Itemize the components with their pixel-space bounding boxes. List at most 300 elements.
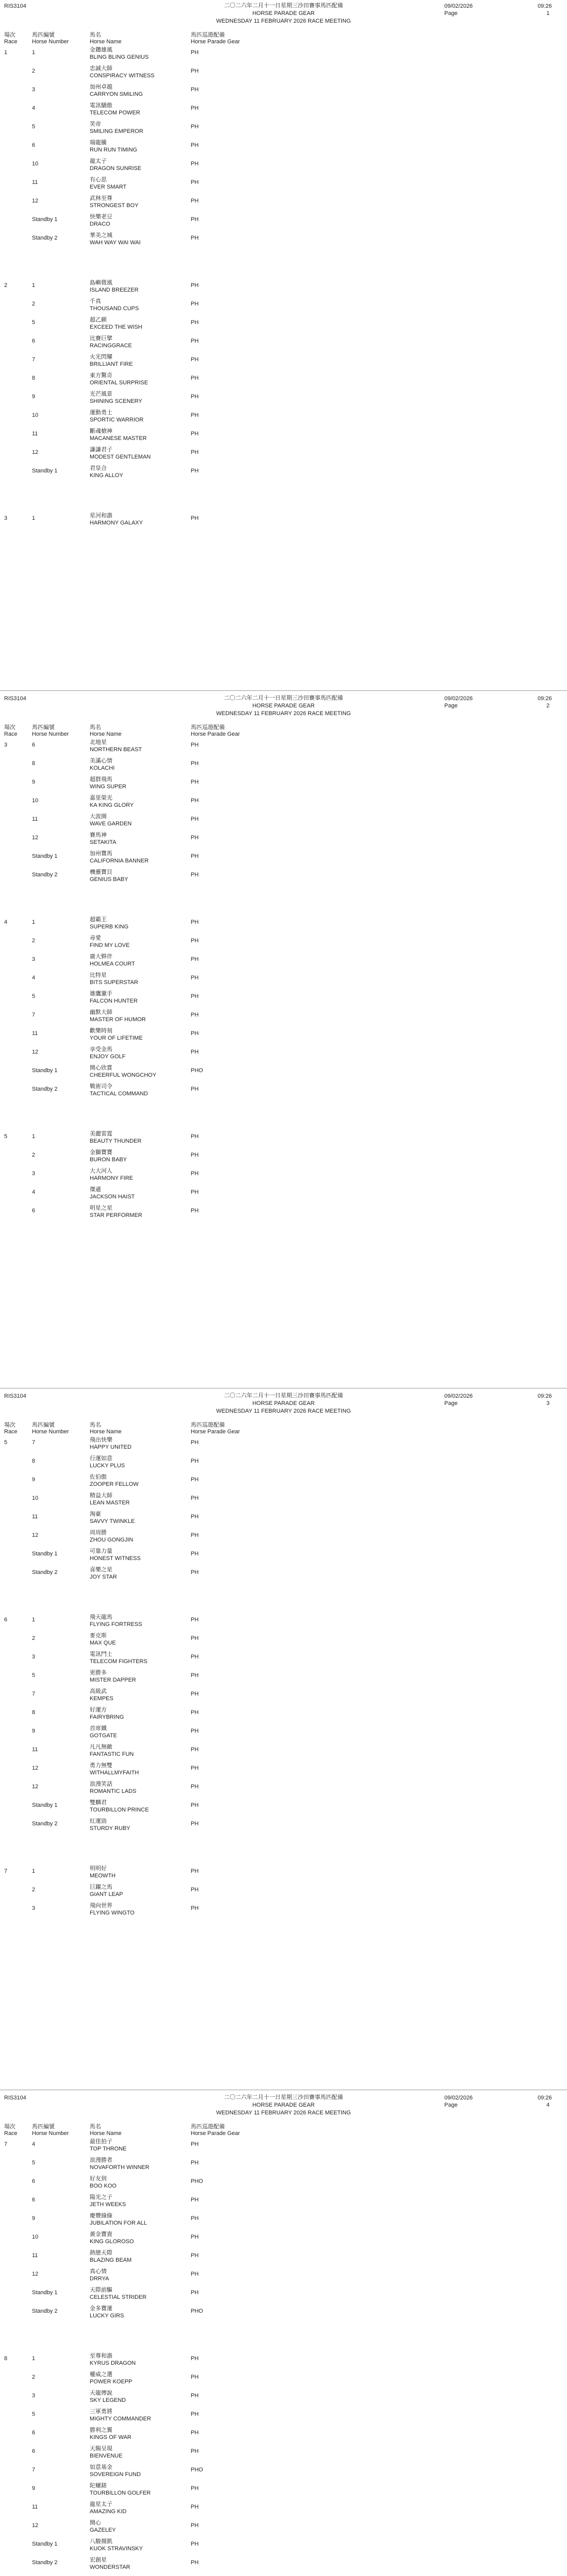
- horse-name-cn: 賽馬神: [90, 832, 107, 838]
- horse-name: [90, 1781, 136, 1795]
- horse-name-en: HAPPY UNITED: [90, 1444, 132, 1450]
- horse-name-cn: 黃金寶貴: [90, 2231, 112, 2238]
- table-row: [0, 2231, 567, 2249]
- horse-name-cn: 金多寶運: [90, 2306, 112, 2312]
- horse-name-cn: 龍太子: [90, 158, 107, 164]
- table-row: [0, 2268, 567, 2286]
- table-row: [0, 1492, 567, 1511]
- horse-name: [90, 1083, 148, 1097]
- horse-number: 12: [32, 2271, 39, 2277]
- horse-number: 3: [32, 1654, 36, 1660]
- horse-name-en: SMILING EMPEROR: [90, 128, 143, 134]
- horse-name-en: GOTGATE: [90, 1733, 117, 1739]
- horse-name-en: CELESTIAL STRIDER: [90, 2294, 147, 2300]
- horse-name-cn: 大大河人: [90, 1168, 112, 1174]
- parade-gear: PH: [191, 1458, 199, 1464]
- horse-name-en: ORIENTAL SURPRISE: [90, 380, 148, 386]
- horse-number: 9: [32, 1477, 36, 1483]
- meeting-date: WEDNESDAY 11 FEBRUARY 2026 RACE MEETING: [216, 710, 351, 717]
- page-number: 1: [546, 10, 550, 16]
- table-row: [0, 1743, 567, 1762]
- horse-name-cn: 享受金馬: [90, 1046, 112, 1053]
- horse-name: [90, 1884, 123, 1898]
- parade-gear: PH: [191, 2160, 199, 2166]
- table-row: [0, 1566, 567, 1585]
- horse-number: 1: [32, 49, 36, 56]
- parade-gear: PH: [191, 1012, 199, 1018]
- horse-name-en: JETH WEEKS: [90, 2201, 126, 2208]
- horse-name: [90, 1473, 139, 1488]
- horse-number: 8: [32, 1458, 36, 1464]
- horse-name-cn: 紅運勁: [90, 1818, 107, 1824]
- horse-name-en: TACTICAL COMMAND: [90, 1091, 148, 1097]
- report-page: [0, 2092, 567, 2576]
- horse-name-en: CHEERFUL WONGCHOY: [90, 1072, 157, 1078]
- horse-name-cn: 天龍傳說: [90, 2390, 112, 2396]
- table-row: [0, 1669, 567, 1688]
- horse-name-en: KING GLOROSO: [90, 2239, 134, 2245]
- horse-name-cn: 傑遜: [90, 1187, 101, 1193]
- parade-gear: PH: [191, 798, 199, 804]
- table-row: [0, 2538, 567, 2556]
- column-header-name-cn: 馬名: [90, 1422, 101, 1428]
- horse-number: 11: [32, 431, 38, 437]
- parade-gear: PH: [191, 216, 199, 223]
- horse-name-en: GAZELEY: [90, 2527, 116, 2533]
- horse-number: 6: [32, 1208, 36, 1214]
- horse-name-cn: 雄鷹獵手: [90, 991, 112, 997]
- horse-name: [90, 176, 126, 191]
- horse-name-en: YOUR OF LIFETIME: [90, 1035, 143, 1041]
- parade-gear: PH: [191, 2430, 199, 2436]
- horse-name-en: SUPERB KING: [90, 924, 129, 930]
- parade-gear: PH: [191, 412, 199, 418]
- horse-name-en: AMAZING KID: [90, 2509, 127, 2515]
- horse-name-en: SAVVY TWINKLE: [90, 1518, 135, 1524]
- horse-name-en: DRACO: [90, 221, 110, 227]
- title-english: HORSE PARADE GEAR: [252, 1400, 315, 1406]
- horse-name: [90, 512, 143, 527]
- horse-name-en: MAX QUE: [90, 1640, 116, 1646]
- horse-name-cn: 加州卓越: [90, 84, 112, 90]
- horse-number: 3: [32, 1905, 36, 1911]
- horse-number: Standby 1: [32, 468, 58, 474]
- horse-name: [90, 1027, 143, 1042]
- horse-name-en: KINGS OF WAR: [90, 2434, 131, 2441]
- horse-name: [90, 972, 138, 986]
- horse-name-en: KEMPES: [90, 1696, 113, 1702]
- horse-number: Standby 1: [32, 2541, 58, 2547]
- horse-name-en: BLING BLING GENIUS: [90, 54, 149, 60]
- column-header-num-cn: 馬匹編號: [32, 1422, 55, 1428]
- print-date: 09/02/2026: [444, 2095, 473, 2101]
- horse-name: [90, 1706, 124, 1721]
- horse-name: [90, 869, 128, 883]
- table-row: [0, 1009, 567, 1027]
- table-row: [0, 850, 567, 869]
- horse-name: [90, 335, 132, 349]
- table-row: [0, 1455, 567, 1473]
- horse-name: [90, 465, 123, 479]
- parade-gear: PH: [191, 956, 199, 962]
- horse-name: [90, 1725, 117, 1739]
- horse-name: [90, 2157, 149, 2171]
- horse-number: 6: [32, 2197, 36, 2203]
- parade-gear: PH: [191, 431, 199, 437]
- horse-name-en: BEAUTY THUNDER: [90, 1138, 142, 1144]
- horse-name: [90, 739, 142, 753]
- horse-name: [90, 2464, 141, 2478]
- race-number: 8: [4, 2355, 8, 2362]
- parade-gear: PH: [191, 179, 199, 185]
- page-label: Page: [444, 703, 458, 709]
- horse-name: [90, 757, 114, 772]
- race-number: 7: [4, 1868, 8, 1874]
- parade-gear: PH: [191, 161, 199, 167]
- parade-gear: PH: [191, 1551, 199, 1557]
- column-header-race-en: Race: [4, 1429, 18, 1435]
- horse-number: 12: [32, 1765, 39, 1771]
- parade-gear: PH: [191, 2234, 199, 2240]
- title-chinese: 二〇二六年二月十一日星期三沙田賽事馬匹配備: [224, 695, 343, 701]
- horse-name: [90, 935, 129, 949]
- table-row: [0, 990, 567, 1009]
- horse-name-en: JACKSON HAIST: [90, 1194, 135, 1200]
- horse-name: [90, 2408, 151, 2422]
- horse-name: [90, 1064, 156, 1079]
- horse-number: 9: [32, 1728, 36, 1734]
- horse-name-cn: 明明好: [90, 1866, 107, 1872]
- column-header-race-en: Race: [4, 39, 18, 45]
- parade-gear: PH: [191, 1477, 199, 1483]
- horse-name-en: STRONGEST BOY: [90, 202, 139, 209]
- horse-name-cn: 快樂老豆: [90, 214, 112, 220]
- horse-name: [90, 1614, 142, 1628]
- horse-number: 2: [32, 1152, 36, 1158]
- column-header-num: [32, 724, 69, 738]
- horse-name-en: KING ALLOY: [90, 472, 123, 479]
- table-row: [0, 83, 567, 102]
- horse-name-cn: 華美之城: [90, 232, 112, 239]
- table-row: [0, 232, 567, 250]
- horse-name: [90, 813, 131, 827]
- horse-name: [90, 1149, 127, 1163]
- horse-number: 4: [32, 2141, 36, 2147]
- horse-name-en: ZHOU GONGJIN: [90, 1537, 134, 1543]
- table-row: [0, 1781, 567, 1799]
- parade-gear: PH: [191, 142, 199, 148]
- table-row: [0, 213, 567, 232]
- column-header-name: [90, 32, 122, 45]
- column-header-gear-cn: 馬匹巡遊配備: [191, 2124, 225, 2130]
- table-row: [0, 2175, 567, 2194]
- horse-name-cn: 廣大夥伴: [90, 954, 112, 960]
- horse-number: 5: [32, 319, 36, 326]
- column-header-gear: [191, 2124, 240, 2137]
- parade-gear: PH: [191, 1030, 199, 1037]
- horse-name: [90, 2138, 127, 2153]
- parade-gear: PH: [191, 1152, 199, 1158]
- horse-name: [90, 1651, 147, 1665]
- horse-name: [90, 832, 116, 846]
- horse-name-cn: 東方驚奇: [90, 372, 112, 379]
- horse-name-cn: 八駿揚凱: [90, 2538, 112, 2545]
- column-header-race: [4, 2124, 18, 2137]
- horse-name: [90, 850, 148, 865]
- horse-number: 7: [32, 1012, 36, 1018]
- horse-name-en: BITS SUPERSTAR: [90, 979, 138, 986]
- horse-name-en: ZOOPER FELLOW: [90, 1481, 139, 1487]
- horse-number: Standby 1: [32, 1802, 58, 1808]
- horse-name: [90, 1186, 135, 1200]
- horse-number: 1: [32, 919, 36, 925]
- horse-number: 7: [32, 1691, 36, 1697]
- horse-name-cn: 天賜呈現: [90, 2446, 112, 2452]
- parade-gear: PH: [191, 1654, 199, 1660]
- horse-name-en: TOURBILLON PRINCE: [90, 1807, 149, 1813]
- horse-number: 7: [32, 1439, 36, 1446]
- horse-number: 12: [32, 1049, 39, 1055]
- table-row: [0, 2389, 567, 2408]
- parade-gear: PH: [191, 2271, 199, 2277]
- horse-name-en: THOUSAND CUPS: [90, 306, 139, 312]
- horse-name-en: ISLAND BREEZER: [90, 287, 139, 293]
- horse-name: [90, 1511, 135, 1525]
- horse-name-cn: 嘉里榮光: [90, 795, 112, 801]
- parade-gear: PH: [191, 1691, 199, 1697]
- horse-name: [90, 446, 151, 461]
- horse-name-en: ENJOY GOLF: [90, 1054, 126, 1060]
- horse-name-en: NOVAFORTH WINNER: [90, 2164, 149, 2171]
- horse-name-cn: 大波園: [90, 814, 107, 820]
- table-row: [0, 869, 567, 887]
- horse-name-en: MISTER DAPPER: [90, 1677, 136, 1683]
- table-row: [0, 446, 567, 465]
- horse-number: 8: [32, 375, 36, 381]
- horse-name-cn: 真心情: [90, 2268, 107, 2275]
- table-row: [0, 1725, 567, 1743]
- horse-name: [90, 2445, 123, 2460]
- parade-gear: PH: [191, 938, 199, 944]
- column-header-race: [4, 1422, 18, 1435]
- horse-name: [90, 1632, 116, 1647]
- parade-gear: PH: [191, 853, 199, 859]
- horse-name-en: WAH WAY WAI WAI: [90, 240, 141, 246]
- parade-gear: PH: [191, 1821, 199, 1827]
- horse-name-cn: 明星之星: [90, 1205, 112, 1211]
- column-header-race-cn: 場次: [4, 724, 15, 731]
- horse-name-cn: 如意基金: [90, 2464, 112, 2470]
- table-row: [0, 972, 567, 990]
- horse-name-en: TOURBILLON GOLFER: [90, 2490, 151, 2496]
- page-header: [0, 0, 567, 44]
- horse-name-cn: 至尊和諧: [90, 2353, 112, 2359]
- horse-name: [90, 1455, 125, 1469]
- parade-gear: PH: [191, 515, 199, 521]
- horse-name-cn: 可靠力量: [90, 1548, 112, 1554]
- print-time: 09:26: [538, 1393, 552, 1399]
- horse-number: 1: [32, 1617, 36, 1623]
- horse-name-en: FALCON HUNTER: [90, 998, 138, 1004]
- horse-name-cn: 飛出快樂: [90, 1437, 112, 1443]
- title-english: HORSE PARADE GEAR: [252, 703, 315, 709]
- parade-gear: PH: [191, 2393, 199, 2399]
- report-title: [0, 1392, 567, 1415]
- parade-gear: PH: [191, 760, 199, 767]
- horse-name-cn: 美麗雷霆: [90, 1131, 112, 1137]
- parade-gear: PHO: [191, 2178, 203, 2184]
- race-number: 3: [4, 515, 8, 521]
- parade-gear: PH: [191, 68, 199, 74]
- horse-name-en: EVER SMART: [90, 184, 127, 190]
- table-row: [0, 353, 567, 372]
- horse-number: 6: [32, 742, 36, 748]
- horse-name-cn: 最佳拍子: [90, 2139, 112, 2145]
- horse-name-en: KYRUS DRAGON: [90, 2360, 136, 2366]
- parade-gear: PH: [191, 357, 199, 363]
- horse-name-cn: 浪漫勝者: [90, 2157, 112, 2163]
- table-row: [0, 65, 567, 83]
- horse-name: [90, 1009, 146, 1023]
- horse-name: [90, 1743, 134, 1758]
- parade-gear: PH: [191, 87, 199, 93]
- parade-gear: PH: [191, 338, 199, 344]
- parade-gear: PH: [191, 449, 199, 455]
- table-row: [0, 2138, 567, 2157]
- meeting-date: WEDNESDAY 11 FEBRUARY 2026 RACE MEETING: [216, 1408, 351, 1414]
- parade-gear: PH: [191, 872, 199, 878]
- horse-number: 2: [32, 1887, 36, 1893]
- horse-number: 6: [32, 2430, 36, 2436]
- horse-number: Standby 2: [32, 1821, 58, 1827]
- horse-name: [90, 2482, 151, 2497]
- horse-name-cn: 星河和諧: [90, 513, 112, 519]
- column-header-gear: [191, 32, 240, 45]
- horse-name: [90, 2371, 132, 2385]
- table-row: [0, 2408, 567, 2427]
- column-header-name: [90, 1422, 122, 1435]
- table-row: [0, 195, 567, 213]
- horse-name-cn: 瑞龍騰: [90, 140, 107, 146]
- horse-name-cn: 比特星: [90, 972, 107, 978]
- horse-number: Standby 1: [32, 1067, 58, 1074]
- horse-name: [90, 2286, 146, 2301]
- horse-name-cn: 勝利之翼: [90, 2427, 112, 2433]
- horse-number: 2: [32, 68, 36, 74]
- horse-number: 10: [32, 1495, 39, 1501]
- parade-gear: PH: [191, 2448, 199, 2454]
- column-header-gear-cn: 馬匹巡遊配備: [191, 32, 225, 38]
- horse-name: [90, 65, 155, 79]
- table-row: [0, 158, 567, 176]
- horse-number: 3: [32, 87, 36, 93]
- horse-name: [90, 1799, 149, 1814]
- horse-name-cn: 加州寶馬: [90, 851, 112, 857]
- print-date: 09/02/2026: [444, 1393, 473, 1399]
- horse-name-cn: 喜樂之星: [90, 1567, 112, 1573]
- table-row: [0, 1651, 567, 1669]
- horse-name-cn: 金獅寶寶: [90, 1149, 112, 1156]
- horse-name-en: FIND MY LOVE: [90, 942, 130, 948]
- horse-name-cn: 陀螺錶: [90, 2483, 107, 2489]
- horse-name-en: KUOK STRAVINSKY: [90, 2546, 143, 2552]
- horse-number: 11: [32, 1747, 38, 1753]
- horse-name-cn: 幽默大師: [90, 1009, 112, 1015]
- horse-number: Standby 2: [32, 2308, 58, 2314]
- table-row: [0, 1818, 567, 1836]
- print-date: 09/02/2026: [444, 3, 473, 9]
- horse-name-en: NORTHERN BEAST: [90, 747, 142, 753]
- horse-name-en: GIANT LEAP: [90, 1891, 123, 1897]
- horse-name: [90, 428, 147, 442]
- horse-number: 11: [32, 816, 38, 822]
- table-row: [0, 46, 567, 65]
- column-header-name: [90, 724, 122, 738]
- column-header-num-cn: 馬匹編號: [32, 2124, 55, 2130]
- horse-name: [90, 990, 138, 1005]
- column-header-name: [90, 2124, 122, 2137]
- parade-gear: PH: [191, 2197, 199, 2203]
- horse-name-cn: 雙麟君: [90, 1800, 107, 1806]
- parade-gear: PH: [191, 835, 199, 841]
- horse-name: [90, 139, 137, 154]
- table-row: [0, 2249, 567, 2268]
- horse-name-en: WING SUPER: [90, 784, 126, 790]
- column-header-num-cn: 馬匹編號: [32, 724, 55, 731]
- horse-name-en: JUBILATION FOR ALL: [90, 2220, 147, 2226]
- column-header-name-cn: 馬名: [90, 32, 101, 38]
- parade-gear: PH: [191, 975, 199, 981]
- parade-gear: PH: [191, 1765, 199, 1771]
- horse-name-cn: 尋愛: [90, 935, 101, 941]
- print-date: 09/02/2026: [444, 696, 473, 702]
- horse-number: 4: [32, 1189, 36, 1195]
- parade-gear: PH: [191, 198, 199, 204]
- table-row: [0, 176, 567, 195]
- horse-name: [90, 316, 142, 331]
- horse-name-cn: 武林至尊: [90, 195, 112, 201]
- horse-name: [90, 1130, 141, 1145]
- horse-name: [90, 2501, 127, 2515]
- horse-number: 5: [32, 1672, 36, 1679]
- horse-name-en: STURDY RUBY: [90, 1825, 130, 1832]
- horse-number: 11: [32, 2504, 38, 2510]
- table-row: [0, 2482, 567, 2501]
- horse-number: 2: [32, 1635, 36, 1641]
- horse-number: 7: [32, 357, 36, 363]
- parade-gear: PH: [191, 2215, 199, 2222]
- horse-name-en: CALIFORNIA BANNER: [90, 858, 149, 864]
- parade-gear: PH: [191, 1049, 199, 1055]
- horse-name-en: JOY STAR: [90, 1574, 117, 1580]
- horse-name-cn: 超群飛馬: [90, 776, 112, 783]
- horse-name: [90, 2305, 124, 2319]
- page-number: 4: [546, 2102, 550, 2108]
- horse-number: Standby 2: [32, 872, 58, 878]
- meeting-date: WEDNESDAY 11 FEBRUARY 2026 RACE MEETING: [216, 18, 351, 24]
- parade-gear: PH: [191, 1802, 199, 1808]
- horse-number: Standby 1: [32, 2290, 58, 2296]
- horse-name-en: FAIRYBRING: [90, 1714, 124, 1720]
- horse-name-cn: 好運方: [90, 1707, 107, 1713]
- horse-name-cn: 麥克斯: [90, 1633, 107, 1639]
- horse-name: [90, 916, 128, 930]
- horse-number: 3: [32, 1171, 36, 1177]
- parade-gear: PH: [191, 124, 199, 130]
- page-header: [0, 2092, 567, 2136]
- horse-number: 9: [32, 394, 36, 400]
- horse-name: [90, 2194, 126, 2208]
